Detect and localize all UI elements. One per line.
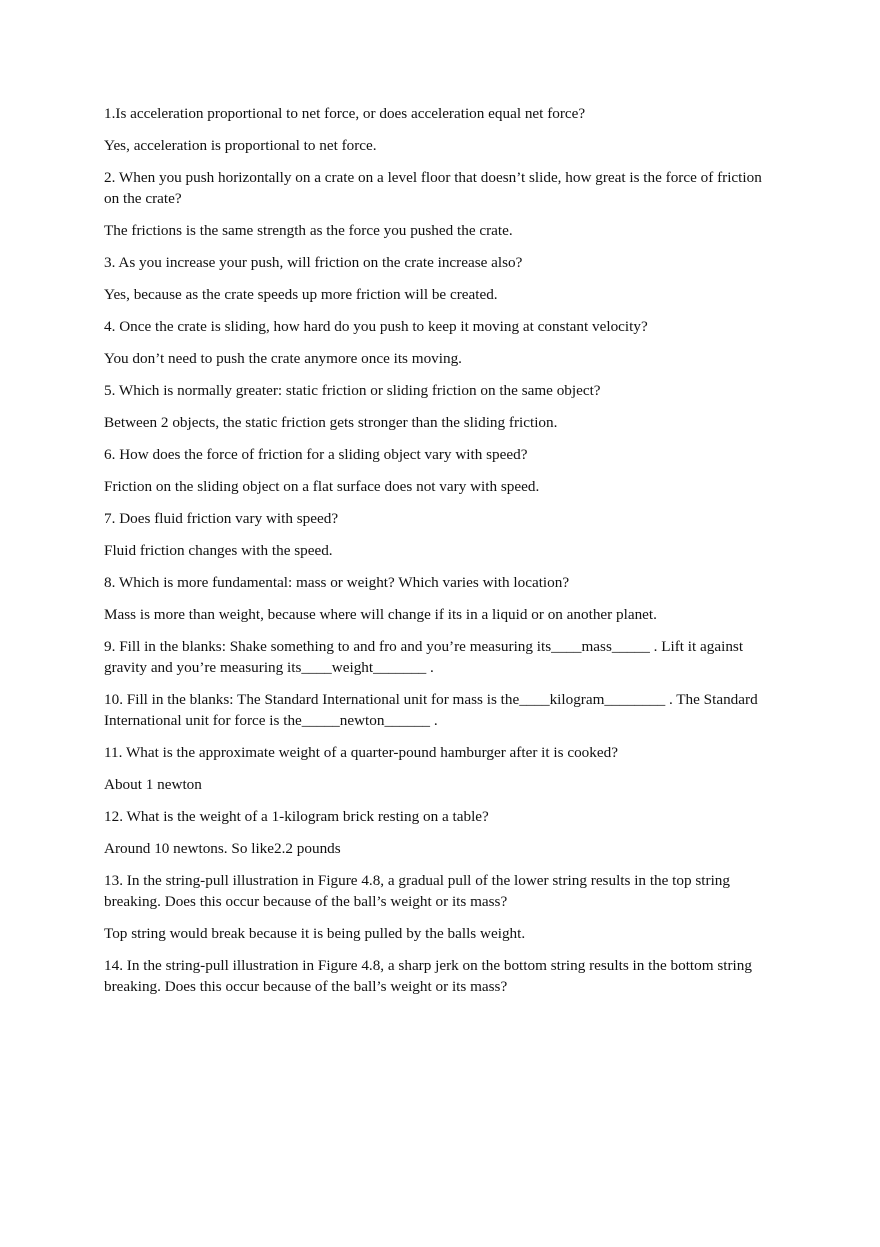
question-9: 9. Fill in the blanks: Shake something to and fro and you’re measuring its____mass_____ . Lift it against gravity and you’re measuring its____weight_______ . [104, 638, 744, 676]
answer-2: The frictions is the same strength as the force you pushed the crate. [104, 222, 513, 239]
answer-4: You don’t need to push the crate anymore once its moving. [104, 350, 462, 367]
question-11: 11. What is the approximate weight of a quarter-pound hamburger after it is cooked? [104, 744, 618, 761]
question-2: 2. When you push horizontally on a crate on a level floor that doesn’t slide, how great is the force of friction on the crate? [104, 169, 762, 207]
question-8: 8. Which is more fundamental: mass or weight? Which varies with location? [104, 574, 570, 591]
question-12: 12. What is the weight of a 1-kilogram brick resting on a table? [104, 808, 489, 825]
answer-12: Around 10 newtons. So like2.2 pounds [104, 840, 341, 857]
question-14: 14. In the string-pull illustration in Figure 4.8, a sharp jerk on the bottom string results in the bottom string breaking. Does this occur because of the ball’s weight or its mass? [104, 957, 752, 995]
answer-13: Top string would break because it is being pulled by the balls weight. [104, 925, 526, 942]
question-10: 10. Fill in the blanks: The Standard International unit for mass is the____kilogram________ . The Standard International unit for force is the_____newton______ . [104, 691, 758, 729]
answer-3: Yes, because as the crate speeds up more friction will be created. [104, 286, 498, 303]
question-3: 3. As you increase your push, will friction on the crate increase also? [104, 254, 523, 271]
question-5: 5. Which is normally greater: static friction or sliding friction on the same object? [104, 382, 601, 399]
answer-1: Yes, acceleration is proportional to net force. [104, 137, 377, 154]
answer-11: About 1 newton [104, 776, 202, 793]
question-1: 1.Is acceleration proportional to net force, or does acceleration equal net force? [104, 105, 586, 122]
answer-5: Between 2 objects, the static friction gets stronger than the sliding friction. [104, 414, 558, 431]
question-6: 6. How does the force of friction for a sliding object vary with speed? [104, 446, 528, 463]
answer-7: Fluid friction changes with the speed. [104, 542, 333, 559]
question-4: 4. Once the crate is sliding, how hard do you push to keep it moving at constant velocity? [104, 318, 648, 335]
answer-6: Friction on the sliding object on a flat surface does not vary with speed. [104, 478, 540, 495]
answer-8: Mass is more than weight, because where will change if its in a liquid or on another planet. [104, 606, 657, 623]
question-7: 7. Does fluid friction vary with speed? [104, 510, 339, 527]
question-13: 13. In the string-pull illustration in Figure 4.8, a gradual pull of the lower string results in the top string breaking. Does this occur because of the ball’s weight or its mass? [104, 872, 730, 910]
